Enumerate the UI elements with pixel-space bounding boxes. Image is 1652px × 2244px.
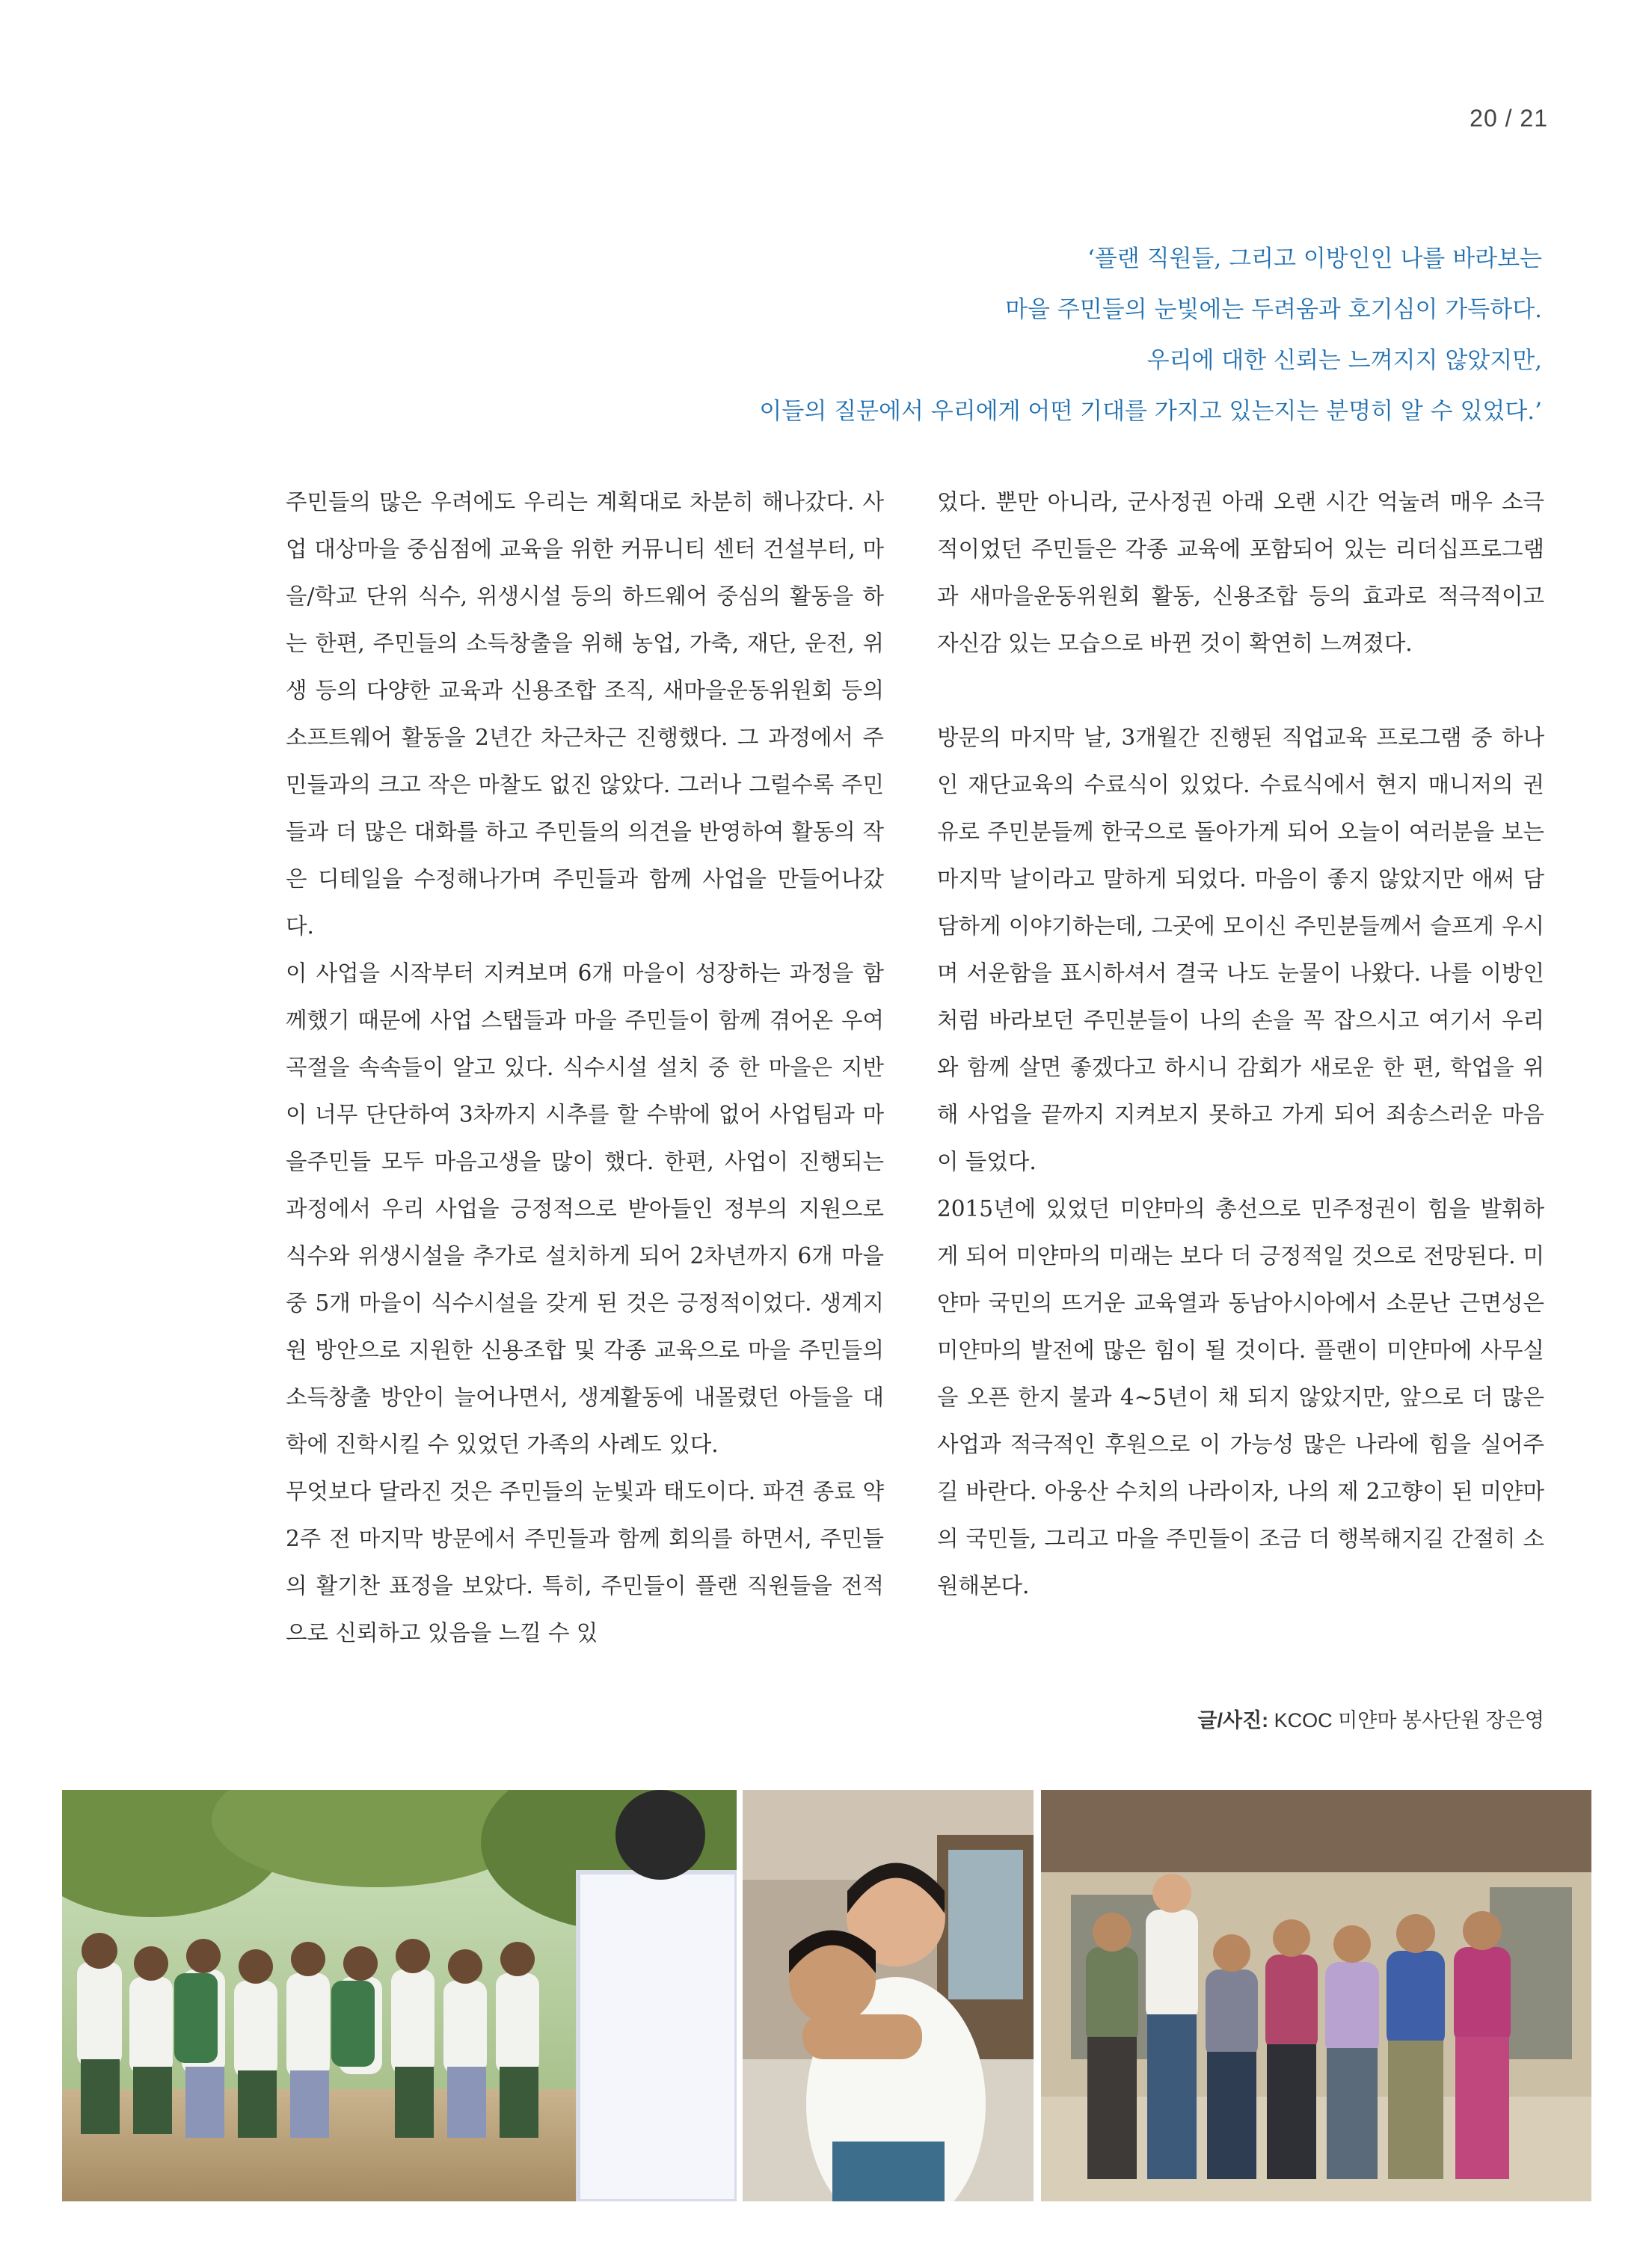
article-column-right <box>937 479 1544 1610</box>
pull-quote-line: 우리에 대한 신뢰는 느껴지지 않았지만, <box>1146 347 1542 374</box>
pull-quote-line: 마을 주민들의 눈빛에는 두려움과 호기심이 가득하다. <box>1005 296 1542 323</box>
article-paragraph: 무엇보다 달라진 것은 주민들의 눈빛과 태도이다. 파견 종료 약 2주 전 마지막 방문에서 주민들과 함께 회의를 하면서, 주민들의 활기찬 표정을 보았다. 특히, 주민들이 플랜 직원들을 전적으로 신뢰하고 있음을 느낄 수 있 <box>286 1479 884 1646</box>
page-number: 20 / 21 <box>1470 105 1548 132</box>
article-paragraph: 2015년에 있었던 미얀마의 총선으로 민주정권이 힘을 발휘하게 되어 미얀마의 미래는 보다 더 긍정적일 것으로 전망된다. 미얀마 국민의 뜨거운 교육열과 동남아시아에서 소문난 근면성은 미얀마의 발전에 많은 힘이 될 것이다. 플랜이 미얀마에 사무실을 오픈 한지 불과 4~5년이 채 되지 않았지만, 앞으로 더 많은 사업과 적극적인 후원으로 이 가능성 많은 나라에 힘을 실어주길 바란다. 아웅산 수치의 나라이자, 나의 제 2고향이 된 미얀마의 국민들, 그리고 마을 주민들이 조금 더 행복해지길 간절히 소원해본다. <box>937 1196 1544 1598</box>
photo-two-girls <box>743 1790 1034 2201</box>
pull-quote-line: ‘플랜 직원들, 그리고 이방인인 나를 바라보는 <box>1087 245 1542 272</box>
article-paragraph: 방문의 마지막 날, 3개월간 진행된 직업교육 프로그램 중 하나인 재단교육의 수료식이 있었다. 수료식에서 현지 매니저의 권유로 주민분들께 한국으로 돌아가게 되어 오늘이 여러분을 보는 마지막 날이라고 말하게 되었다. 마음이 좋지 않았지만 애써 담담하게 이야기하는데, 그곳에 모이신 주민분들께서 슬프게 우시며 서운함을 표시하셔서 결국 나도 눈물이 나왔다. 나를 이방인처럼 바라보던 주민분들이 나의 손을 꼭 잡으시고 여기서 우리와 함께 살면 좋겠다고 하시니 감회가 새로운 한 편, 학업을 위해 사업을 끝까지 지켜보지 못하고 가게 되어 죄송스러운 마음이 들었다. <box>937 725 1544 1174</box>
article-paragraph: 었다. 뿐만 아니라, 군사정권 아래 오랜 시간 억눌려 매우 소극적이었던 주민들은 각종 교육에 포함되어 있는 리더십프로그램과 새마을운동위원회 활동, 신용조합 등의 효과로 적극적이고 자신감 있는 모습으로 바뀐 것이 확연히 느껴졌다. <box>937 489 1544 656</box>
article-paragraph: 주민들의 많은 우려에도 우리는 계획대로 차분히 해나갔다. 사업 대상마을 중심점에 교육을 위한 커뮤니티 센터 건설부터, 마을/학교 단위 식수, 위생시설 등의 하드웨어 중심의 활동을 하는 한편, 주민들의 소득창출을 위해 농업, 가축, 재단, 운전, 위생 등의 다양한 교육과 신용조합 조직, 새마을운동위원회 등의 소프트웨어 활동을 2년간 차근차근 진행했다. 그 과정에서 주민들과의 크고 작은 마찰도 없진 않았다. 그러나 그럴수록 주민들과 더 많은 대화를 하고 주민들의 의견을 반영하여 활동의 작은 디테일을 수정해나가며 주민들과 함께 사업을 만들어나갔다. <box>286 489 884 939</box>
credit-text: KCOC 미얀마 봉사단원 장은영 <box>1268 1709 1544 1732</box>
pull-quote-line: 이들의 질문에서 우리에게 어떤 기대를 가지고 있는지는 분명히 알 수 있었다.’ <box>759 398 1542 425</box>
credit-label: 글/사진: <box>1197 1709 1269 1732</box>
article-column-left <box>286 479 884 1657</box>
photo-group-women <box>1041 1790 1591 2201</box>
article-paragraph: 이 사업을 시작부터 지켜보며 6개 마을이 성장하는 과정을 함께했기 때문에 사업 스탭들과 마을 주민들이 함께 겪어온 우여곡절을 속속들이 알고 있다. 식수시설 설치 중 한 마을은 지반이 너무 단단하여 3차까지 시추를 할 수밖에 없어 사업팀과 마을주민들 모두 마음고생을 많이 했다. 한편, 사업이 진행되는 과정에서 우리 사업을 긍정적으로 받아들인 정부의 지원으로 식수와 위생시설을 추가로 설치하게 되어 2차년까지 6개 마을 중 5개 마을이 식수시설을 갖게 된 것은 긍정적이었다. 생계지원 방안으로 지원한 신용조합 및 각종 교육으로 마을 주민들의 소득창출 방안이 늘어나면서, 생계활동에 내몰렸던 아들을 대학에 진학시킬 수 있었던 가족의 사례도 있다. <box>286 960 884 1457</box>
pull-quote <box>224 233 1542 437</box>
photo-village-children <box>62 1790 737 2201</box>
photo-credit <box>937 1704 1544 1733</box>
paragraph-spacer <box>937 667 1544 714</box>
